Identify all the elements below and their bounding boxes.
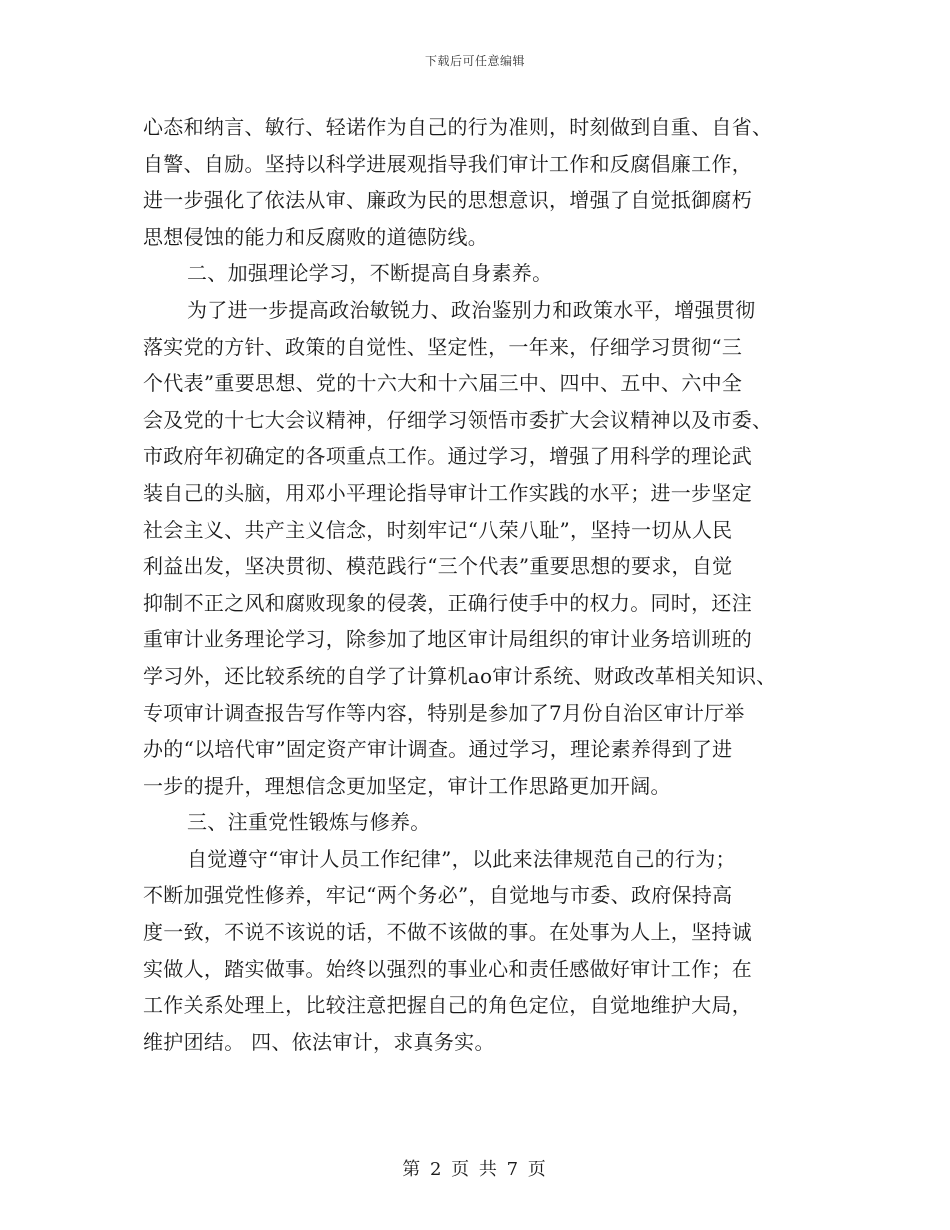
text-line: 思想侵蚀的能力和反腐败的道德防线。: [143, 224, 489, 249]
text-line: 自觉遵守“审计人员工作纪律”，以此来法律规范自己的行为；: [187, 846, 736, 871]
text-line: 为了进一步提高政治敏锐力、政治鉴别力和政策水平，增强贯彻: [187, 297, 756, 322]
text-line: 装自己的头脑，用邓小平理论指导审计工作实践的水平；进一步坚定: [143, 480, 752, 505]
text-line: 办的“以培代审”固定资产审计调查。通过学习，理论素养得到了进: [143, 737, 733, 762]
text-line: 一步的提升，理想信念更加坚定，审计工作思路更加开阔。: [143, 773, 671, 798]
page-header: 下载后可任意编辑: [424, 54, 525, 68]
text-line: 二、加强理论学习，不断提高自身素养。: [187, 261, 553, 286]
body-text: [143, 109, 823, 1060]
text-line: 度一致，不说不该说的话，不做不该做的事。在处事为人上，坚持诚: [143, 920, 752, 945]
text-line: 抑制不正之风和腐败现象的侵袭，正确行使手中的权力。同时，还注: [143, 590, 752, 615]
text-line: 学习外，还比较系统的自学了计算机ao审计系统、财政改革相关知识、: [143, 663, 777, 688]
text-line: 不断加强党性修养，牢记“两个务必”，自觉地与市委、政府保持高: [143, 883, 733, 908]
text-line: 实做人，踏实做事。始终以强烈的事业心和责任感做好审计工作；在: [143, 956, 752, 981]
text-line: 三、注重党性锻炼与修养。: [187, 810, 431, 835]
text-line: 重审计业务理论学习，除参加了地区审计局组织的审计业务培训班的: [143, 627, 752, 652]
text-line: 维护团结。 四、依法审计，求真务实。: [143, 1029, 495, 1054]
text-line: 市政府年初确定的各项重点工作。通过学习，增强了用科学的理论武: [143, 444, 752, 469]
text-line: 进一步强化了依法从审、廉政为民的思想意识，增强了自觉抵御腐朽: [143, 188, 752, 213]
text-line: 落实党的方针、政策的自觉性、坚定性，一年来，仔细学习贯彻“三: [143, 334, 743, 359]
text-line: 利益出发，坚决贯彻、模范践行“三个代表”重要思想的要求，自觉: [143, 554, 733, 579]
text-line: 心态和纳言、敏行、轻诺作为自己的行为准则，时刻做到自重、自省、: [143, 115, 773, 139]
text-line: 社会主义、共产主义信念，时刻牢记“八荣八耻”，坚持一切从人民: [143, 517, 733, 542]
text-line: 自警、自励。坚持以科学进展观指导我们审计工作和反腐倡廉工作，: [143, 151, 752, 176]
text-line: 工作关系处理上，比较注意把握自己的角色定位，自觉地维护大局，: [143, 993, 752, 1018]
text-line: 会及党的十七大会议精神，仔细学习领悟市委扩大会议精神以及市委、: [143, 407, 773, 432]
text-line: 个代表”重要思想、党的十六大和十六届三中、四中、五中、六中全: [143, 371, 743, 396]
page-footer: 第 2 页 共 7 页: [402, 1159, 548, 1180]
text-line: 专项审计调查报告写作等内容，特别是参加了7月份自治区审计厅举: [143, 700, 745, 725]
